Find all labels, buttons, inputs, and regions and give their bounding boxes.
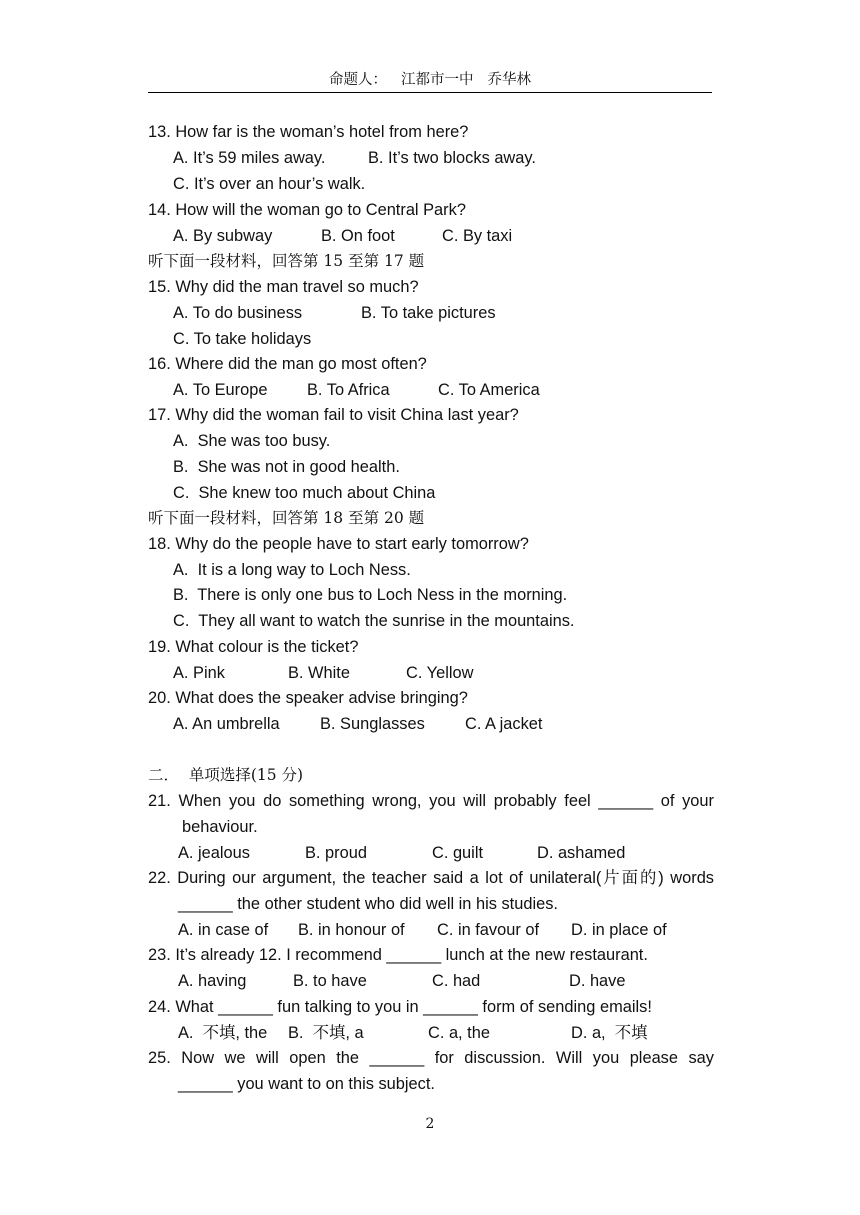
q13-option-a: A. It’s 59 miles away. xyxy=(173,149,326,167)
q14-option-c: C. By taxi xyxy=(442,227,513,245)
q21-option-c: C. guilt xyxy=(432,844,484,862)
q19-stem: 19. What colour is the ticket? xyxy=(148,638,359,656)
q23-option-c: C. had xyxy=(432,972,481,990)
q24-stem: 24. What ______ fun talking to you in ______ form of sending emails! xyxy=(148,998,652,1016)
q14-option-b: B. On foot xyxy=(321,227,395,245)
q22-option-c: C. in favour of xyxy=(437,921,540,939)
q22-stem: 22. During our argument, the teacher said a lot of unilateral(片面的) words xyxy=(148,869,714,887)
q21-option-a: A. jealous xyxy=(178,844,250,862)
q23-option-b: B. to have xyxy=(293,972,367,990)
q17-option-a: A. She was too busy. xyxy=(173,432,331,450)
q17-option-c: C. She knew too much about China xyxy=(173,484,436,502)
q22-option-d: D. in place of xyxy=(571,921,667,939)
q21-stem-continued: behaviour. xyxy=(182,818,258,836)
q21-stem: 21. When you do something wrong, you will probably feel ______ of your xyxy=(148,792,714,810)
listening-instruction-2: 听下面一段材料，回答第 18 至第 20 题 xyxy=(148,509,425,527)
q24-option-a: A. 不填, the xyxy=(178,1024,268,1042)
q20-option-a: A. An umbrella xyxy=(173,715,280,733)
q16-stem: 16. Where did the man go most often? xyxy=(148,355,427,373)
q21-option-d: D. ashamed xyxy=(537,844,626,862)
q25-stem-continued: ______ you want to on this subject. xyxy=(178,1075,435,1093)
header-author: 乔华林 xyxy=(487,72,531,88)
q15-stem: 15. Why did the man travel so much? xyxy=(148,278,419,296)
q23-option-d: D. have xyxy=(569,972,626,990)
header-school: 江都市一中 xyxy=(401,72,474,88)
q18-option-c: C. They all want to watch the sunrise in the mountains. xyxy=(173,612,575,630)
q18-option-b: B. There is only one bus to Loch Ness in the morning. xyxy=(173,586,568,604)
q20-option-b: B. Sunglasses xyxy=(320,715,425,733)
q19-option-c: C. Yellow xyxy=(406,664,474,682)
q22-stem-continued: ______ the other student who did well in his studies. xyxy=(178,895,558,913)
q22-option-a: A. in case of xyxy=(178,921,269,939)
q16-option-a: A. To Europe xyxy=(173,381,268,399)
q22-option-b: B. in honour of xyxy=(298,921,405,939)
q14-option-a: A. By subway xyxy=(173,227,273,245)
q16-option-c: C. To America xyxy=(438,381,540,399)
q19-option-b: B. White xyxy=(288,664,350,682)
q20-option-c: C. A jacket xyxy=(465,715,543,733)
page-header xyxy=(148,68,712,93)
q15-option-b: B. To take pictures xyxy=(361,304,496,322)
q17-option-b: B. She was not in good health. xyxy=(173,458,400,476)
q21-option-b: B. proud xyxy=(305,844,367,862)
q20-stem: 20. What does the speaker advise bringing? xyxy=(148,689,468,707)
header-label: 命题人： xyxy=(329,72,387,88)
q16-option-b: B. To Africa xyxy=(307,381,390,399)
q25-stem: 25. Now we will open the ______ for discussion. Will you please say xyxy=(148,1049,714,1067)
q24-option-c: C. a, the xyxy=(428,1024,490,1042)
q17-stem: 17. Why did the woman fail to visit China last year? xyxy=(148,406,519,424)
q18-stem: 18. Why do the people have to start early tomorrow? xyxy=(148,535,529,553)
q24-option-d: D. a, 不填 xyxy=(571,1024,648,1042)
q24-option-b: B. 不填, a xyxy=(288,1024,364,1042)
q13-option-b: B. It’s two blocks away. xyxy=(368,149,536,167)
q19-option-a: A. Pink xyxy=(173,664,225,682)
q14-stem: 14. How will the woman go to Central Park? xyxy=(148,201,466,219)
page-number: 2 xyxy=(425,1116,435,1132)
section-2-heading: 二． 单项选择(15 分) xyxy=(148,766,304,784)
q23-stem: 23. It’s already 12. I recommend ______ lunch at the new restaurant. xyxy=(148,946,648,964)
q13-option-c: C. It’s over an hour’s walk. xyxy=(173,175,366,193)
q18-option-a: A. It is a long way to Loch Ness. xyxy=(173,561,411,579)
listening-instruction-1: 听下面一段材料，回答第 15 至第 17 题 xyxy=(148,252,425,270)
q15-option-c: C. To take holidays xyxy=(173,330,312,348)
q13-stem: 13. How far is the woman’s hotel from here? xyxy=(148,123,469,141)
q15-option-a: A. To do business xyxy=(173,304,303,322)
q23-option-a: A. having xyxy=(178,972,247,990)
